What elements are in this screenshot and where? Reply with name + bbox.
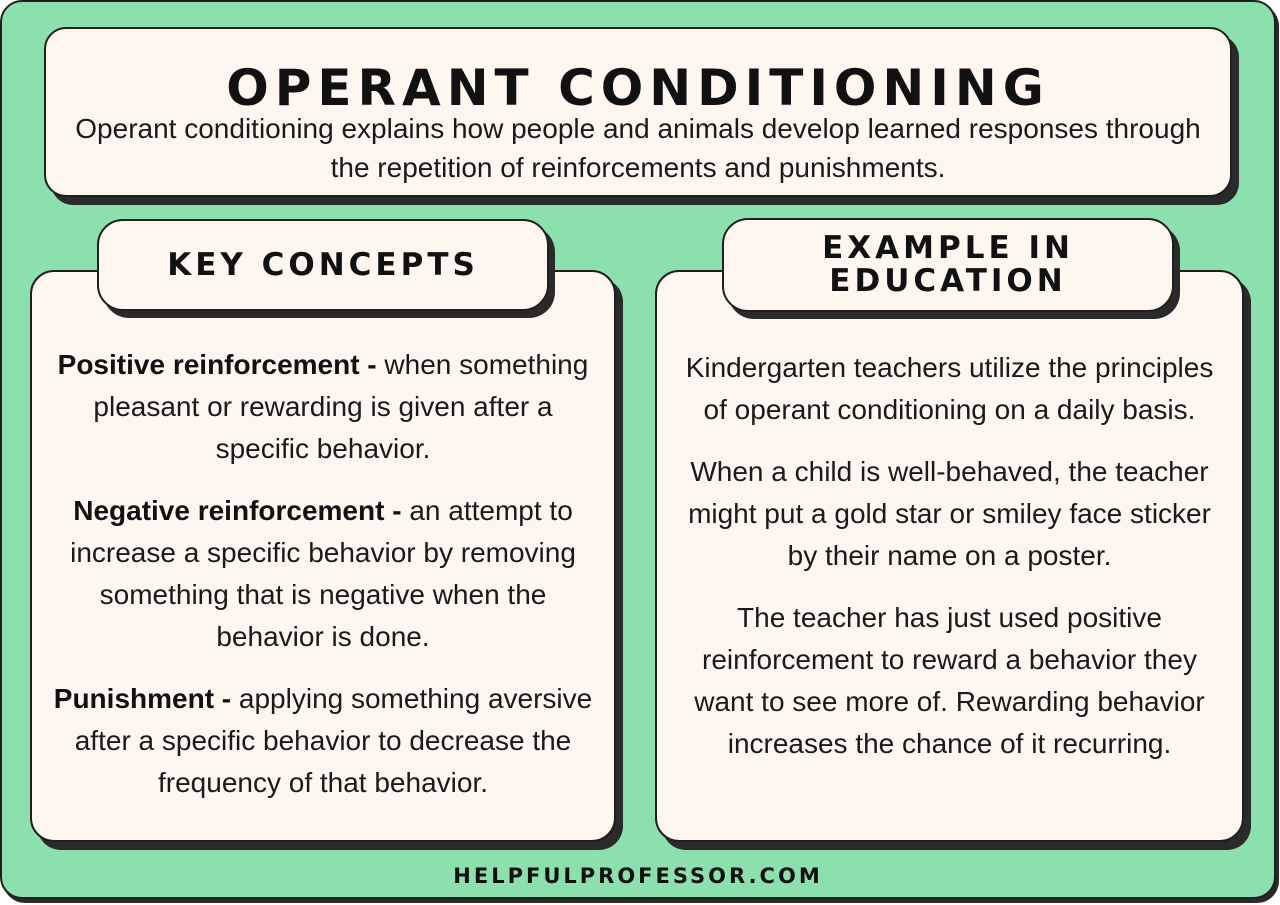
example-panel <box>655 270 1244 842</box>
page-subtitle: Operant conditioning explains how people and animals develop learned responses through the repetition of reinforcements and punishments. <box>75 113 1201 183</box>
concept-term: Negative reinforcement - <box>73 495 402 526</box>
concept-item <box>48 490 598 658</box>
example-paragraph: When a child is well-behaved, the teacher might put a gold star or smiley face sticker by their name on a poster. <box>688 456 1211 571</box>
example-paragraph: The teacher has just used positive reinforcement to reward a behavior they want to see more of. Rewarding behavior increases the chance of it recurring. <box>694 602 1205 759</box>
concept-term: Punishment - <box>53 683 232 714</box>
example-paragraph: Kindergarten teachers utilize the principles of operant conditioning on a daily basis. <box>685 352 1214 425</box>
concept-item <box>48 344 598 470</box>
key-concepts-heading: KEY CONCEPTS <box>97 219 549 311</box>
key-concepts-list <box>48 344 598 824</box>
footer-site-label: HELPFULPROFESSOR.COM <box>453 864 823 888</box>
concept-item <box>48 678 598 804</box>
concept-term: Positive reinforcement - <box>57 349 377 380</box>
example-heading: EXAMPLE IN EDUCATION <box>722 218 1174 312</box>
page-title: OPERANT CONDITIONING <box>226 59 1050 117</box>
header-card <box>44 27 1232 197</box>
concept-definition: an attempt to increase a specific behavior by removing something that is negative when the behavior is done. <box>70 495 576 652</box>
concept-definition: applying something aversive after a specific behavior to decrease the frequency of that behavior. <box>74 683 593 798</box>
key-concepts-panel <box>30 270 616 842</box>
concept-definition: when something pleasant or rewarding is given after a specific behavior. <box>93 349 589 464</box>
example-text <box>673 347 1226 785</box>
